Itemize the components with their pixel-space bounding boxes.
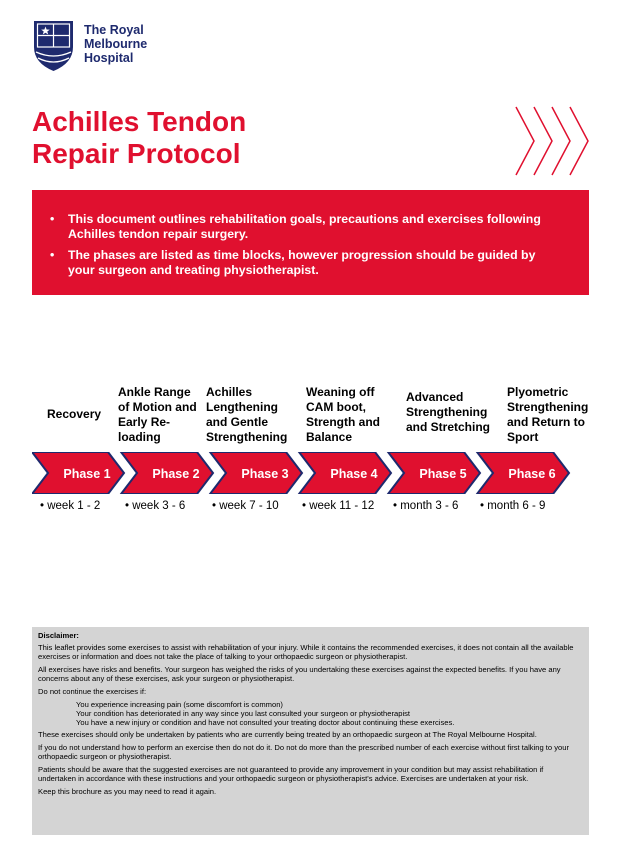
disclaimer-paragraph: Patients should be aware that the suggested exercises are not guaranteed to provide any improvement in your condition but may assist rehabilitation if undertaken in accordance with these instructions and your orthopaedic surgeon or physiotherapist's advice. Exercises are undertaken at your risk.: [38, 765, 544, 783]
disclaimer-heading: Disclaimer:: [38, 631, 79, 640]
phase-1-chevron: [32, 452, 124, 494]
disclaimer-condition: Your condition has deteriorated in any way since you last consulted your surgeon or physiotherapist: [76, 709, 411, 718]
phase-5-timeframe: • month 3 - 6: [393, 500, 459, 512]
disclaimer-box: [32, 627, 589, 835]
phase-1-timeframe: • week 1 - 2: [40, 500, 101, 512]
intro-panel: [32, 190, 589, 295]
phase-2-chevron: [121, 452, 213, 494]
disclaimer-condition: You have a new injury or condition and have not consulted your treating doctor about continuing these exercises.: [76, 718, 455, 727]
intro-bullet-list: [32, 190, 589, 277]
phase-5-goal: Advanced Strengthening and Stretching: [406, 390, 491, 434]
phase-3-label: Phase 3: [241, 467, 289, 481]
intro-bullet: • The phases are listed as time blocks, however progression should be guided by your surgeon and treating physiotherapist.: [50, 248, 536, 277]
phase-2-label: Phase 2: [152, 467, 200, 481]
phase-5-label: Phase 5: [419, 467, 467, 481]
phase-6-label: Phase 6: [508, 467, 556, 481]
disclaimer-paragraph: Keep this brochure as you may need to read it again.: [38, 787, 217, 796]
phase-3-timeframe: • week 7 - 10: [212, 500, 279, 512]
disclaimer-condition: You experience increasing pain (some discomfort is common): [76, 700, 283, 709]
phase-4-goal: Weaning off CAM boot, Strength and Balance: [306, 385, 380, 444]
phase-1-goal: Recovery: [47, 407, 102, 421]
intro-bullet: • This document outlines rehabilitation goals, precautions and exercises following Achilles tendon repair surgery.: [50, 212, 541, 241]
disclaimer-paragraph: All exercises have risks and benefits. Your surgeon has weighed the risks of you undertaking these exercises against the expected benefits. If you have any concerns about any of these exercises, ask your surgeon or physiotherapist.: [38, 665, 561, 683]
phase-6-goal: Plyometric Strengthening and Return to Sport: [507, 385, 589, 444]
hospital-name: The Royal Melbourne Hospital: [84, 23, 148, 65]
disclaimer-paragraph: These exercises should only be undertaken by patients who are currently being treated by an orthopaedic surgeon at The Royal Melbourne Hospital.: [38, 730, 537, 739]
phase-2-timeframe: • week 3 - 6: [125, 500, 186, 512]
phase-5-chevron: [388, 452, 480, 494]
disclaimer-paragraph: This leaflet provides some exercises to assist with rehabilitation of your injury. While it contains the recommended exercises, it does not contain all the available exercises or information and does not take the place of talking to your orthopaedic surgeon or physiotherapist.: [38, 643, 574, 661]
phase-3-chevron: [210, 452, 302, 494]
phase-arrow-bar: [32, 452, 592, 494]
phase-4-label: Phase 4: [330, 467, 378, 481]
phase-3-goal: Achilles Lengthening and Gentle Strengthening: [206, 385, 288, 444]
phase-1-label: Phase 1: [63, 467, 111, 481]
phase-timeframes: [32, 500, 602, 516]
disclaimer-paragraph: Do not continue the exercises if:: [38, 687, 147, 696]
page-title: Achilles Tendon Repair Protocol: [32, 106, 247, 169]
phase-6-chevron: [477, 452, 569, 494]
disclaimer-conditions: [76, 700, 583, 727]
decorative-chevrons-icon: [514, 106, 589, 176]
phase-6-timeframe: • month 6 - 9: [480, 500, 546, 512]
phase-goal-labels: [30, 385, 600, 445]
disclaimer-paragraph: If you do not understand how to perform an exercise then do not do it. Do not do more than the prescribed number of each exercise without first talking to your orthopaedic surgeon or physiotherapist.: [38, 743, 570, 761]
phase-4-timeframe: • week 11 - 12: [302, 500, 375, 512]
phase-4-chevron: [299, 452, 391, 494]
phase-2-goal: Ankle Range of Motion and Early Re-loading: [118, 385, 197, 444]
